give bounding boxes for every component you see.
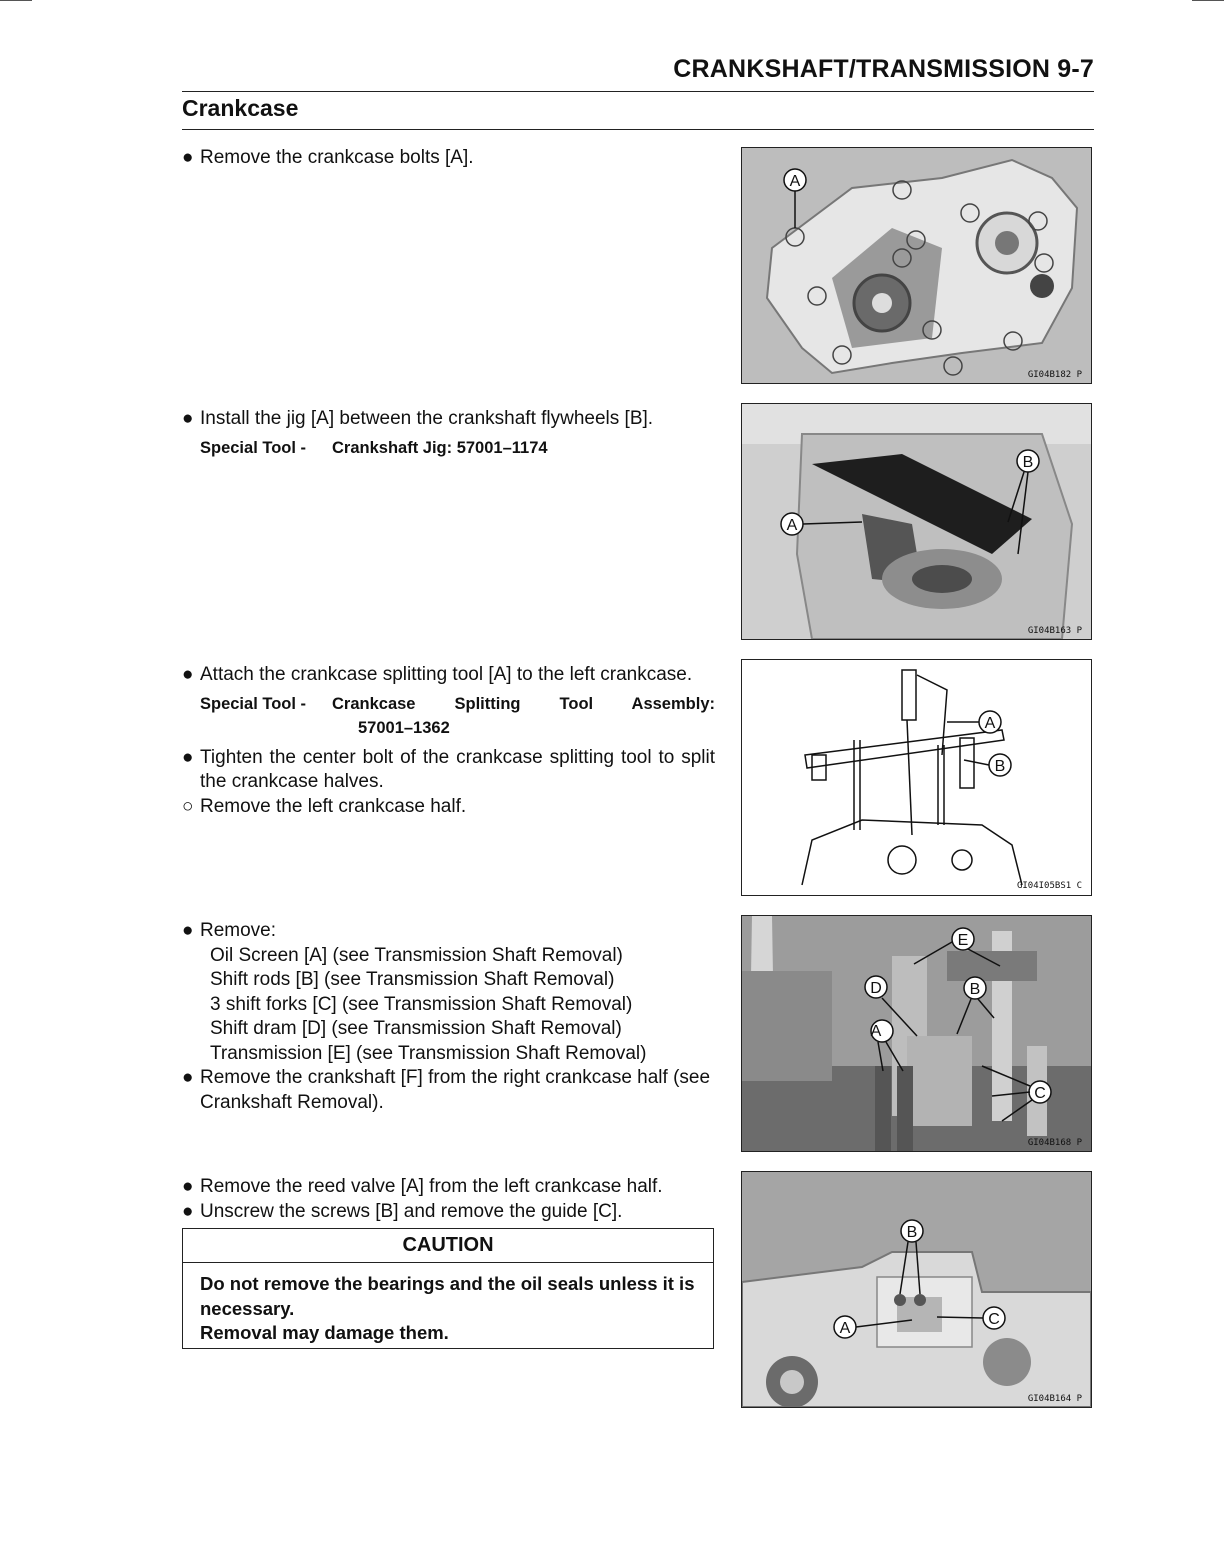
- callout-label: C: [988, 1311, 1000, 1328]
- figure-code: GI04B168 P: [1027, 1138, 1082, 1148]
- step-remove-reed-valve: [182, 1175, 715, 1200]
- callout-label: A: [786, 517, 798, 534]
- bullet-open: ○: [182, 795, 194, 817]
- callout-label: A: [984, 715, 996, 732]
- special-tool-label: Special Tool -: [200, 438, 307, 457]
- caution-box: [182, 1228, 714, 1349]
- section-rule: [182, 129, 1094, 130]
- crankcase-photo-illustration: [742, 148, 1091, 383]
- callout-label: B: [969, 981, 981, 998]
- step-remove-bolts: [182, 146, 715, 171]
- special-tool-value: Crankcase Splitting Tool Assembly:: [332, 694, 715, 713]
- step-text: Remove:: [200, 920, 277, 941]
- caution-line-2: Removal may damage them.: [200, 1322, 449, 1343]
- page-header-title: CRANKSHAFT/TRANSMISSION 9-7: [673, 55, 1094, 83]
- sub-item: Oil Screen [A] (see Transmission Shaft Removal): [210, 944, 623, 966]
- step-block-1: [182, 146, 715, 171]
- figure-transmission: [741, 915, 1092, 1152]
- bullet: ●: [182, 664, 194, 685]
- step-text: Remove the left crankcase half.: [200, 795, 467, 817]
- step-block-3: [182, 663, 715, 819]
- step-text: Remove the crankshaft [F] from the right crankcase half (see Crankshaft Removal).: [200, 1067, 711, 1113]
- step-remove-list: [182, 919, 715, 944]
- step-unscrew-screws: [182, 1200, 715, 1225]
- step-text: Install the jig [A] between the crankshaft flywheels [B].: [200, 408, 654, 429]
- bullet: ●: [182, 1067, 194, 1088]
- bullet: ●: [182, 147, 194, 168]
- crop-mark-right: [1192, 0, 1224, 6]
- step-text: Unscrew the screws [B] and remove the guide [C].: [200, 1200, 623, 1222]
- step-remove-left-half: [182, 795, 715, 820]
- step-tighten-bolt: [182, 746, 715, 795]
- callout-label: A: [870, 1023, 882, 1040]
- crop-mark-left: [0, 0, 32, 6]
- callout-label: A: [839, 1320, 851, 1337]
- jig-photo-illustration: [742, 404, 1091, 639]
- bullet: ●: [182, 408, 194, 429]
- sub-item: Shift dram [D] (see Transmission Shaft Removal): [210, 1018, 622, 1039]
- figure-crankshaft-jig: [741, 403, 1092, 640]
- header-rule: [182, 91, 1094, 92]
- figure-reed-valve: [741, 1171, 1092, 1408]
- step-block-2: [182, 407, 715, 466]
- sub-item: Shift rods [B] (see Transmission Shaft Removal): [210, 969, 615, 990]
- step-text: Attach the crankcase splitting tool [A] to the left crankcase.: [200, 664, 693, 685]
- figure-code: GI04I05BS1 C: [1016, 881, 1082, 891]
- special-tool-splitter: [200, 692, 715, 740]
- step-remove-crankshaft: [182, 1066, 715, 1115]
- step-text: Tighten the center bolt of the crankcase splitting tool to split the crankcase halves.: [200, 746, 715, 792]
- figure-splitting-tool: [741, 659, 1092, 896]
- figure-code: GI04B182 P: [1027, 370, 1082, 380]
- step-block-4: [182, 919, 715, 1115]
- callout-label: B: [994, 758, 1006, 775]
- callout-label: D: [870, 980, 882, 997]
- bullet: ●: [182, 1200, 194, 1222]
- caution-line-1: Do not remove the bearings and the oil seals unless it is necessary.: [200, 1273, 695, 1319]
- bullet: ●: [182, 1176, 194, 1197]
- callout-label: A: [789, 173, 801, 190]
- reed-valve-photo-illustration: [742, 1172, 1091, 1407]
- figure-crankcase-bolts: [741, 147, 1092, 384]
- special-tool-label: Special Tool -: [200, 694, 307, 713]
- bullet: ●: [182, 920, 194, 941]
- callout-label: C: [1034, 1085, 1046, 1102]
- transmission-photo-illustration: [742, 916, 1091, 1151]
- sub-item: 3 shift forks [C] (see Transmission Shaft Removal): [210, 993, 633, 1015]
- splitting-tool-drawing: [742, 660, 1091, 895]
- caution-body: [183, 1263, 713, 1346]
- section-title: Crankcase: [182, 95, 299, 121]
- special-tool-jig: [200, 436, 715, 460]
- special-tool-number: 57001–1362: [358, 718, 450, 737]
- figure-code: GI04B163 P: [1027, 626, 1082, 636]
- bullet: ●: [182, 746, 194, 768]
- callout-label: B: [906, 1224, 918, 1241]
- step-text: Remove the crankcase bolts [A].: [200, 147, 474, 168]
- figure-code: GI04B164 P: [1027, 1394, 1082, 1404]
- step-install-jig: [182, 407, 715, 432]
- callout-label: E: [957, 932, 969, 949]
- sub-item: Transmission [E] (see Transmission Shaft Removal): [210, 1042, 647, 1064]
- step-attach-tool: [182, 663, 715, 688]
- step-block-5: [182, 1175, 715, 1224]
- callout-label: B: [1022, 454, 1034, 471]
- special-tool-value: Crankshaft Jig: 57001–1174: [332, 438, 548, 457]
- step-text: Remove the reed valve [A] from the left crankcase half.: [200, 1176, 663, 1197]
- caution-title: CAUTION: [183, 1229, 713, 1263]
